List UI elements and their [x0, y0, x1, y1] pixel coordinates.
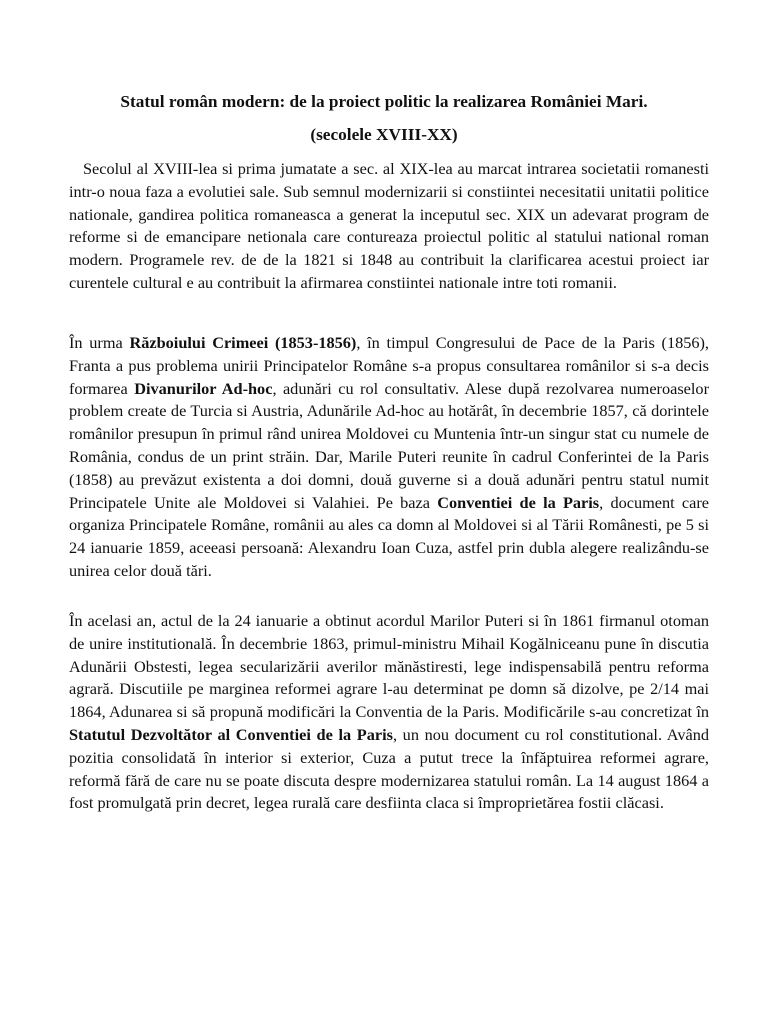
paragraph-reforms: [69, 610, 709, 815]
bold-term-statute: Statutul Dezvoltător al Conventiei de la Paris: [69, 724, 393, 744]
paragraph-crimean-war: [69, 332, 709, 583]
document-subtitle: (secolele XVIII-XX): [310, 125, 458, 144]
document-title: Statul român modern: de la proiect politic la realizarea României Mari.: [120, 92, 648, 111]
text-run: În urma: [69, 333, 130, 352]
bold-term-paris-convention: Conventiei de la Paris: [437, 492, 600, 512]
text-run: , un nou document cu rol constitutional. Având pozitia consolidată în interior si exterior, Cuza a putut trece la înfăptuirea reformei agrare, reformă fără de care nu se poate discuta despre modernizarea statului român. La 14 august 1864 a fost promulgată prin decret, legea rurală care desfiinta claca si împroprietărea fostii clăcasi.: [69, 724, 709, 813]
text-run: În acelasi an, actul de la 24 ianuarie a obtinut acordul Marilor Puteri si în 1861 firmanul otoman de unire institutională. În decembrie 1863, primul-ministru Mihail Kogălniceanu pune în discutia Adunării Obstesti, legea secularizării averilor mănăstiresti, lege indispensabilă pentru reforma agrară. Discutiile pe marginea reformei agrare l-au determinat pe domn să dizolve, pe 2/14 mai 1864, Adunarea si să propună modificări la Conventia de la Paris. Modificările s-au concretizat în: [69, 611, 709, 722]
text-run: , adunări cu rol consultativ. Alese după rezolvarea numeroaselor problem create de Turcia si Austria, Adunările Ad-hoc au hotărât, în decembrie 1857, că dorintele românilor presupun în primul rând unirea Moldovei cu Muntenia într-un singur stat cu numele de România, condus de un print străin. Dar, Marile Puteri reunite în cadrul Conferintei de la Paris (1858) au prevăzut existenta a doi domni, două guverne si a două adunări pentru statul numit Principatele Unite ale Moldovei si Valahiei. Pe baza: [69, 378, 709, 512]
paragraph-intro: Secolul al XVIII-lea si prima jumatate a sec. al XIX-lea au marcat intrarea societatii romanesti intr-o noua faza a evolutiei sale. Sub semnul modernizarii si constiintei necesitatii unitatii politice nationale, gandirea politica romaneasca a generat la inceputul sec. XIX un adevarat program de reforme si de emancipare netionala care contureaza proiectul politic al statului national roman modern. Programele rev. de de la 1821 si 1848 au contribuit la clarificarea acestui proiect iar curentele cultural e au contribuit la afirmarea constiintei nationale intre toti romanii.: [69, 159, 709, 292]
bold-term-crimean-war: Războiului Crimeei (1853-1856): [129, 333, 357, 352]
text-run: , document care organiza Principatele Române, românii au ales ca domn al Moldovei si al Tării Românesti, pe 5 si 24 ianuarie 1859, aceeasi persoană: Alexandru Ioan Cuza, astfel prin dubla alegere realizându-se unirea celor două tări.: [69, 492, 710, 580]
text-run: , în timpul Congresului de Pace de la Paris (1856), Franta a pus problema unirii Principatelor Române s-a propus consultarea românilor si s-a decis formarea: [69, 333, 709, 398]
bold-term-divanuri: Divanurilor Ad-hoc: [134, 378, 273, 398]
